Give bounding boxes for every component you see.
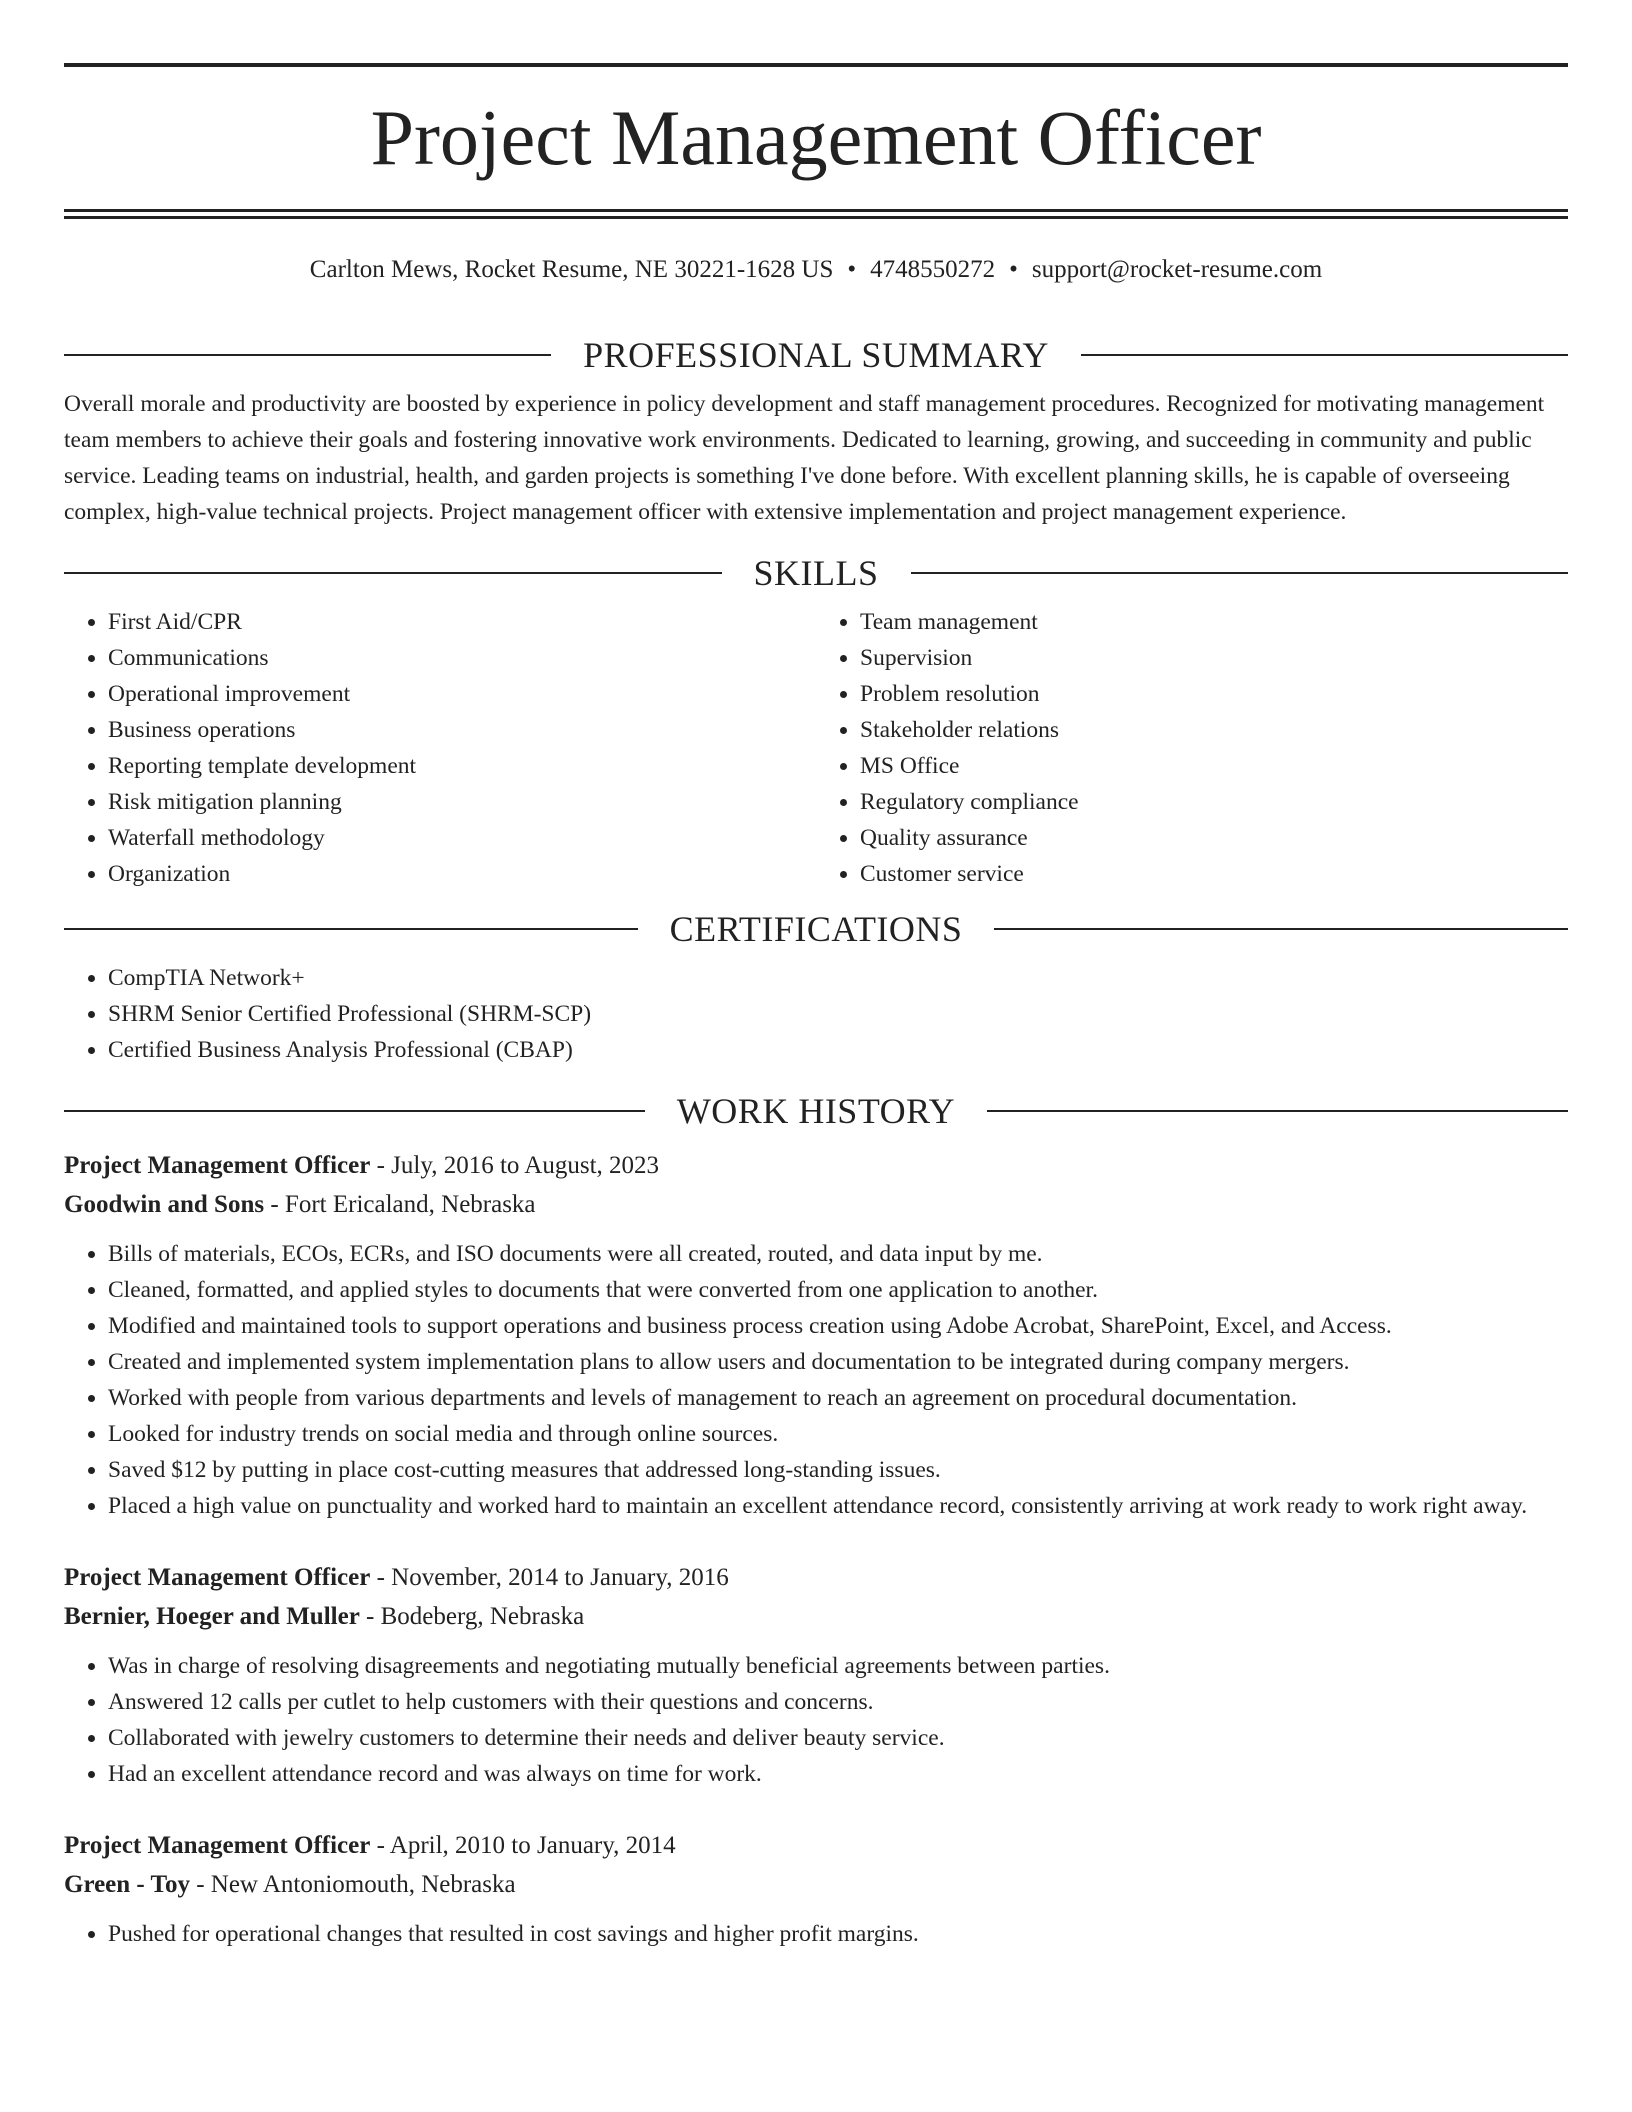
skills-heading <box>64 548 1568 598</box>
title-bottom-rule <box>64 209 1568 212</box>
title-bottom-rule-2 <box>64 216 1568 219</box>
contact-email[interactable]: support@rocket-resume.com <box>1031 256 1323 283</box>
job-bullet: • Worked with people from various departments and levels of management to reach an agreement on procedural documentation. <box>108 1380 1568 1416</box>
job-location: - Bodeberg, Nebraska <box>359 1603 585 1630</box>
skill-item: • Problem resolution <box>860 676 1568 712</box>
job-dates: - July, 2016 to August, 2023 <box>370 1152 660 1179</box>
job-title: Project Management Officer <box>64 1152 371 1179</box>
heading-rule <box>911 572 1569 574</box>
skill-item: • Risk mitigation planning <box>108 784 816 820</box>
job-entry <box>64 1558 1568 1792</box>
skill-item: • Reporting template development <box>108 748 816 784</box>
work-history-heading <box>64 1086 1568 1136</box>
skill-item: • Organization <box>108 856 816 892</box>
job-bullet: • Collaborated with jewelry customers to determine their needs and deliver beauty service. <box>108 1720 1568 1756</box>
skill-item: • Operational improvement <box>108 676 816 712</box>
contact-phone: 4748550272 <box>870 256 996 283</box>
job-bullet: • Had an excellent attendance record and was always on time for work. <box>108 1756 1568 1792</box>
job-location: - New Antoniomouth, Nebraska <box>189 1871 516 1898</box>
heading-rule <box>64 1110 645 1112</box>
contact-separator: • <box>847 256 857 283</box>
job-company-line <box>64 1185 1568 1224</box>
certification-item: • Certified Business Analysis Professional (CBAP) <box>108 1032 1568 1068</box>
job-location: - Fort Ericaland, Nebraska <box>264 1191 536 1218</box>
job-title-line <box>64 1146 1568 1185</box>
certifications-heading-label: CERTIFICATIONS <box>669 909 963 949</box>
job-bullet: • Created and implemented system implementation plans to allow users and documentation to be integrated during company mergers. <box>108 1344 1568 1380</box>
job-company-line <box>64 1597 1568 1636</box>
contact-separator: • <box>1009 256 1018 283</box>
skill-item: • Quality assurance <box>860 820 1568 856</box>
page-title: Project Management Officer <box>370 94 1262 181</box>
skill-item: • MS Office <box>860 748 1568 784</box>
skill-item: • Waterfall methodology <box>108 820 816 856</box>
heading-rule <box>1081 354 1568 356</box>
heading-rule <box>987 1110 1568 1112</box>
job-bullets <box>64 1916 1568 1952</box>
job-bullet: • Answered 12 calls per cutlet to help customers with their questions and concerns. <box>108 1684 1568 1720</box>
job-company: Bernier, Hoeger and Muller <box>64 1603 360 1630</box>
contact-address: Carlton Mews, Rocket Resume, NE 30221-1628 US <box>309 256 834 283</box>
certification-item: • SHRM Senior Certified Professional (SHRM-SCP) <box>108 996 1568 1032</box>
job-dates: - November, 2014 to January, 2016 <box>370 1564 729 1591</box>
certifications-list <box>64 960 1568 1068</box>
job-bullet: • Placed a high value on punctuality and worked hard to maintain an excellent attendance record, consistently arriving at work ready to work right away. <box>108 1488 1568 1524</box>
job-entry <box>64 1826 1568 1952</box>
job-bullet: • Was in charge of resolving disagreements and negotiating mutually beneficial agreements between parties. <box>108 1648 1568 1684</box>
skill-item: • Communications <box>108 640 816 676</box>
skills-heading-label: SKILLS <box>753 553 879 593</box>
job-bullet: • Pushed for operational changes that resulted in cost savings and higher profit margins. <box>108 1916 1568 1952</box>
job-bullets <box>64 1648 1568 1792</box>
job-company-line <box>64 1865 1568 1904</box>
job-title: Project Management Officer <box>64 1832 371 1859</box>
skill-item: • First Aid/CPR <box>108 604 816 640</box>
title-top-rule <box>64 63 1568 67</box>
summary-heading-label: PROFESSIONAL SUMMARY <box>583 335 1049 375</box>
job-title-line <box>64 1826 1568 1865</box>
skills-column-right <box>816 604 1568 892</box>
job-title: Project Management Officer <box>64 1564 371 1591</box>
skill-item: • Stakeholder relations <box>860 712 1568 748</box>
certification-item: • CompTIA Network+ <box>108 960 1568 996</box>
job-bullet: • Modified and maintained tools to support operations and business process creation using Adobe Acrobat, SharePoint, Excel, and Access. <box>108 1308 1568 1344</box>
skill-item: • Business operations <box>108 712 816 748</box>
job-company: Green - Toy <box>64 1871 190 1898</box>
heading-rule <box>64 572 722 574</box>
job-company: Goodwin and Sons <box>64 1191 265 1218</box>
skill-item: • Team management <box>860 604 1568 640</box>
job-bullet: • Saved $12 by putting in place cost-cutting measures that addressed long-standing issues. <box>108 1452 1568 1488</box>
skill-item: • Customer service <box>860 856 1568 892</box>
skills-list <box>64 604 1568 892</box>
heading-rule <box>64 928 638 930</box>
heading-rule <box>64 354 551 356</box>
skills-column-left <box>64 604 816 892</box>
job-title-line <box>64 1558 1568 1597</box>
job-bullet: • Bills of materials, ECOs, ECRs, and ISO documents were all created, routed, and data input by me. <box>108 1236 1568 1272</box>
work-history-heading-label: WORK HISTORY <box>676 1091 956 1131</box>
job-bullets <box>64 1236 1568 1524</box>
skill-item: • Regulatory compliance <box>860 784 1568 820</box>
summary-text: Overall morale and productivity are boosted by experience in policy development and staff management procedures. Recognized for motivating management team members to achieve their goals and fostering innovative work environments. Dedicated to learning, growing, and succeeding in community and public service. Leading teams on industrial, health, and garden projects is something I've done before. With excellent planning skills, he is capable of overseeing complex, high-value technical projects. Project management officer with extensive implementation and project management experience. <box>64 391 1545 525</box>
heading-rule <box>994 928 1568 930</box>
job-bullet: • Looked for industry trends on social media and through online sources. <box>108 1416 1568 1452</box>
certifications-heading <box>64 904 1568 954</box>
job-dates: - April, 2010 to January, 2014 <box>370 1832 676 1859</box>
skill-item: • Supervision <box>860 640 1568 676</box>
summary-heading <box>64 330 1568 380</box>
contact-line <box>64 252 1568 288</box>
resume-body <box>64 330 1568 1986</box>
job-bullet: • Cleaned, formatted, and applied styles to documents that were converted from one application to another. <box>108 1272 1568 1308</box>
job-entry <box>64 1146 1568 1524</box>
